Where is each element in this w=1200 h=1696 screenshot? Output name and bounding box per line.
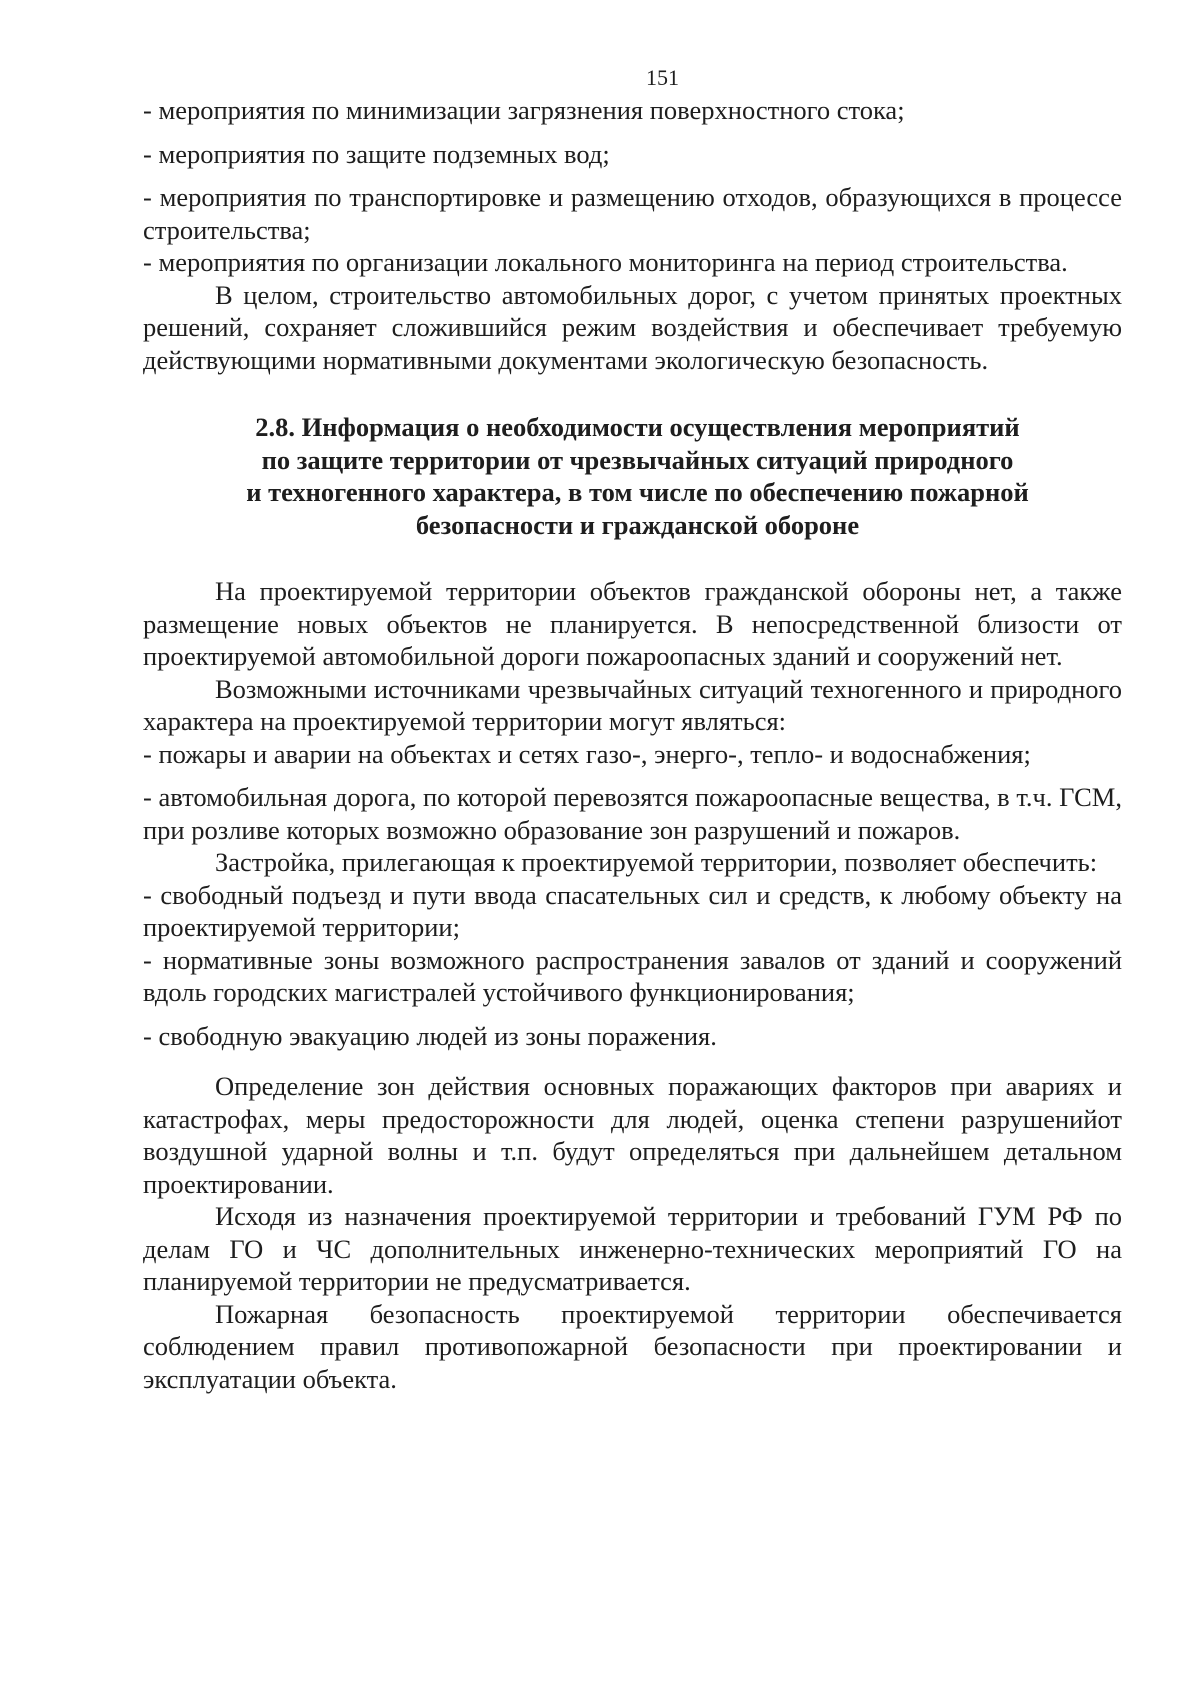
list-item: - свободный подъезд и пути ввода спасательных сил и средств, к любому объекту на проектируемой территории; [143, 879, 1122, 942]
page-number: 151 [646, 65, 679, 90]
list-item: - мероприятия по защите подземных вод; [143, 138, 610, 169]
section-heading-line: 2.8. Информация о необходимости осуществления мероприятий [255, 412, 1020, 442]
list-item: - мероприятия по минимизации загрязнения поверхностного стока; [143, 95, 905, 125]
section-heading-line: по защите территории от чрезвычайных ситуаций природного [261, 444, 1014, 475]
list-item: - мероприятия по транспортировке и размещению отходов, образующихся в процессе строительства; [143, 182, 1122, 245]
list-item: - свободную эвакуацию людей из зоны поражения. [143, 1020, 717, 1051]
paragraph: На проектируемой территории объектов гражданской обороны нет, а также размещение новых объектов не планируется. В непосредственной близости от проектируемой автомобильной дороги пожароопасных зданий и сооружений нет. [143, 576, 1122, 671]
paragraph: В целом, строительство автомобильных дорог, с учетом принятых проектных решений, сохраняет сложившийся режим воздействия и обеспечивает требуемую действующими нормативными документами экологическую безопасность. [143, 279, 1122, 375]
paragraph: Пожарная безопасность проектируемой территории обеспечивается соблюдением правил противопожарной безопасности при проектировании и эксплуатации объекта. [143, 1298, 1122, 1394]
section-heading [143, 411, 1122, 541]
section-heading-line: безопасности и гражданской обороне [415, 509, 860, 540]
paragraph: Застройка, прилегающая к проектируемой территории, позволяет обеспечить: [215, 847, 1098, 877]
list-item: - мероприятия по организации локального мониторинга на период строительства. [143, 247, 1068, 277]
list-item: - пожары и аварии на объектах и сетях газо-, энерго-, тепло- и водоснабжения; [143, 738, 1031, 769]
paragraph: Исходя из назначения проектируемой территории и требований ГУМ РФ по делам ГО и ЧС дополнительных инженерно-технических мероприятий ГО на планируемой территории не предусматривается. [143, 1201, 1122, 1296]
section-heading-line: и техногенного характера, в том числе по обеспечению пожарной [246, 477, 1029, 507]
paragraph: Возможными источниками чрезвычайных ситуаций техногенного и природного характера на проектируемой территории могут являться: [143, 673, 1122, 736]
list-item: - нормативные зоны возможного распространения завалов от зданий и сооружений вдоль городских магистралей устойчивого функционирования; [143, 944, 1122, 1007]
list-item: - автомобильная дорога, по которой перевозятся пожароопасные вещества, в т.ч. ГСМ, при розливе которых возможно образование зон разрушений и пожаров. [143, 782, 1122, 845]
paragraph: Определение зон действия основных поражающих факторов при авариях и катастрофах, меры предосторожности для людей, оценка степени разрушенийот воздушной ударной волны и т.п. будут определяться при дальнейшем детальном проектировании. [143, 1071, 1122, 1199]
